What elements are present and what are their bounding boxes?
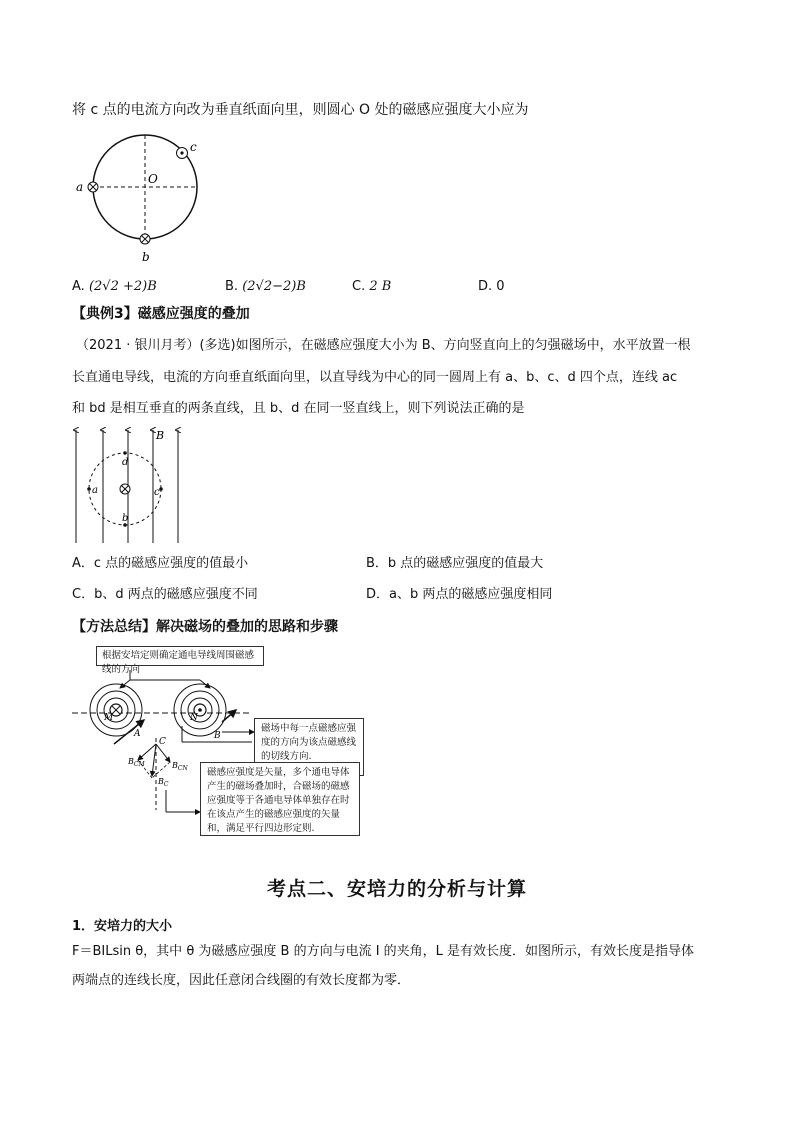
section-title: 考点二、安培力的分析与计算 bbox=[266, 878, 527, 900]
example-option-b: B．b 点的磁感应强度的值最大 bbox=[366, 556, 544, 571]
option-a: A. (2√2 +2)B bbox=[72, 279, 157, 294]
current-into-page-icon bbox=[140, 234, 150, 244]
sub-heading: 1．安培力的大小 bbox=[72, 919, 173, 934]
current-into-page-icon bbox=[120, 484, 130, 494]
label-O: O bbox=[148, 172, 158, 186]
label-d: d bbox=[122, 457, 129, 468]
label-A: A bbox=[134, 729, 141, 739]
label-bcn: $B_{CN}$ bbox=[172, 761, 188, 772]
current-out-of-page-icon bbox=[177, 148, 188, 159]
label-c: c bbox=[154, 487, 160, 498]
label-N: N bbox=[190, 713, 198, 723]
label-c: c bbox=[190, 140, 197, 154]
label-bc: $B_C$ bbox=[158, 777, 169, 788]
label-B: B bbox=[156, 429, 165, 442]
paragraph-line-2: 两端点的连线长度，因此任意闭合线圈的有效长度都为零． bbox=[72, 973, 411, 988]
label-B: B bbox=[214, 731, 221, 741]
paragraph-line-1: F＝BILsin θ，其中 θ 为磁感应强度 B 的方向与电流 I 的夹角，L 是有效长度．如图所示，有效长度是指导体 bbox=[72, 944, 695, 959]
example-line-1: （2021 · 银川月考）(多选)如图所示，在磁感应强度大小为 B、方向竖直向上的匀强磁场中，水平放置一根 bbox=[76, 338, 691, 353]
label-b: b bbox=[122, 513, 129, 524]
current-into-page-icon bbox=[88, 182, 98, 192]
example-line-3: 和 bd 是相互垂直的两条直线，且 b、d 在同一竖直线上，则下列说法正确的是 bbox=[72, 401, 525, 416]
option-c: C. 2 B bbox=[352, 279, 392, 294]
method-top-box: 根据安培定则确定通电导线周围磁感线的方向 bbox=[96, 646, 264, 666]
question-stem: 将 c 点的电流方向改为垂直纸面向里，则圆心 O 处的磁感应强度大小应为 bbox=[72, 102, 529, 118]
example-heading: 【典例3】磁感应强度的叠加 bbox=[72, 306, 250, 322]
method-right-box: 磁场中每一点磁感应强度的方向为该点磁感线的切线方向. bbox=[254, 718, 364, 776]
example-option-a: A．c 点的磁感应强度的值最小 bbox=[72, 556, 249, 571]
label-b: b bbox=[142, 250, 150, 264]
example-line-2: 长直通电导线，电流的方向垂直纸面向里，以直导线为中心的同一圆周上有 a、b、c、d 四个点，连线 ac bbox=[72, 370, 678, 385]
option-d: D. 0 bbox=[478, 279, 505, 294]
field-figure bbox=[68, 425, 188, 550]
method-bottom-box: 磁感应强度是矢量，多个通电导体产生的磁场叠加时，合磁场的磁感应强度等于各通电导体单独存在时在该点产生的磁感应强度的矢量和，满足平行四边形定则. bbox=[200, 762, 360, 836]
label-C: C bbox=[159, 737, 166, 747]
label-a: a bbox=[92, 485, 98, 496]
method-heading: 【方法总结】解决磁场的叠加的思路和步骤 bbox=[72, 619, 338, 635]
label-a: a bbox=[76, 180, 84, 194]
example-option-c: C．b、d 两点的磁感应强度不同 bbox=[72, 587, 258, 602]
example-option-d: D．a、b 两点的磁感应强度相同 bbox=[366, 587, 553, 602]
label-bcm: $B_{CM}$ bbox=[128, 757, 145, 768]
circle-figure bbox=[70, 125, 220, 270]
option-b: B. (2√2−2)B bbox=[225, 279, 306, 294]
label-M: M bbox=[104, 713, 114, 723]
